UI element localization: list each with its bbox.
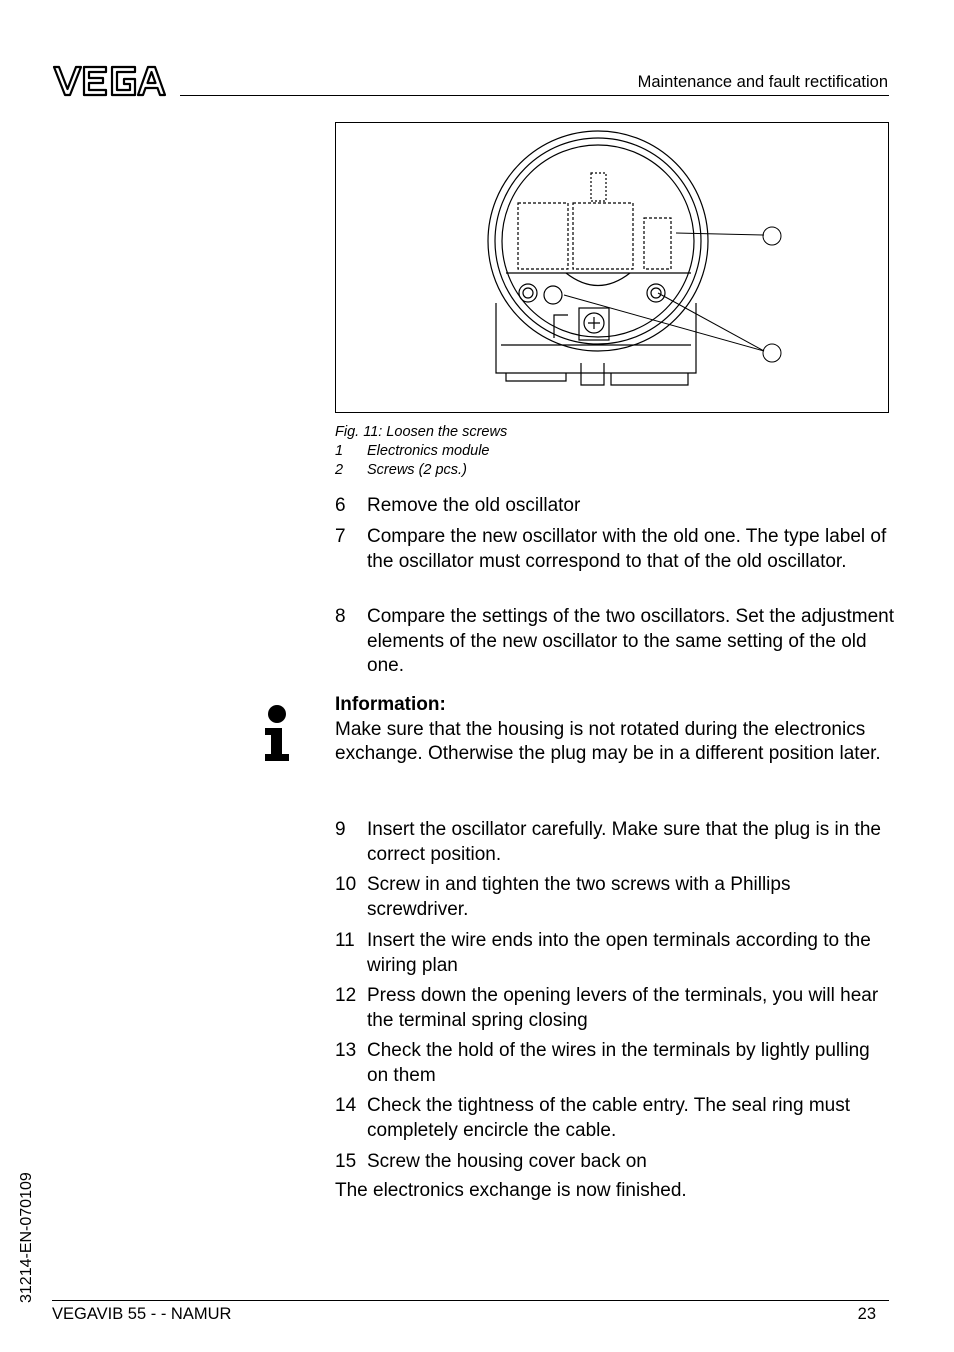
step-item [335, 1094, 895, 1143]
step-text: Check the tightness of the cable entry. The seal ring must completely encircle the cable. [367, 1095, 850, 1141]
step-text: Insert the wire ends into the open terminals according to the wiring plan [367, 930, 871, 976]
footer-product: VEGAVIB 55 - - NAMUR [52, 1305, 232, 1323]
step-item [335, 873, 895, 922]
step-number: 12 [335, 985, 357, 1006]
step-number: 10 [335, 874, 357, 895]
header-rule [180, 95, 889, 96]
legend-label: Electronics module [367, 443, 490, 459]
step-item [335, 1150, 895, 1175]
step-text: Check the hold of the wires in the terminals by lightly pulling on them [367, 1040, 870, 1086]
figure-caption: Fig. 11: Loosen the screws [335, 424, 508, 440]
legend-label: Screws (2 pcs.) [367, 462, 467, 478]
information-note [335, 693, 895, 767]
step-item [335, 494, 895, 519]
step-number: 9 [335, 819, 346, 840]
legend-number: 2 [335, 462, 344, 478]
step-text: Compare the new oscillator with the old one. The type label of the oscillator must correspond to that of the old oscillator. [367, 526, 887, 572]
step-number: 7 [335, 526, 346, 547]
step-text: Press down the opening levers of the terminals, you will hear the terminal spring closing [367, 985, 879, 1031]
step-item [335, 1039, 895, 1088]
vega-logo [52, 64, 168, 98]
document-code: 31214-EN-070109 [18, 1172, 35, 1303]
step-number: 14 [335, 1095, 357, 1116]
step-text: Compare the settings of the two oscillators. Set the adjustment elements of the new oscillator to the same setting of the old one. [367, 606, 894, 676]
section-title: Maintenance and fault rectification [637, 73, 888, 91]
legend-number: 1 [335, 443, 344, 459]
info-icon [262, 704, 292, 762]
footer-rule [52, 1300, 889, 1301]
housing-illustration [336, 123, 888, 412]
step-text: Screw the housing cover back on [367, 1151, 647, 1172]
step-item [335, 605, 895, 679]
step-item [335, 984, 895, 1033]
step-number: 15 [335, 1151, 357, 1172]
closing-text: The electronics exchange is now finished. [335, 1180, 687, 1201]
information-title: Information: [335, 694, 446, 715]
step-text: Screw in and tighten the two screws with a Phillips screwdriver. [367, 874, 791, 920]
step-number: 8 [335, 606, 346, 627]
legend-item [335, 462, 467, 478]
step-text: Remove the old oscillator [367, 495, 581, 516]
figure-housing-drawing [335, 122, 889, 413]
step-number: 11 [335, 930, 355, 951]
step-item [335, 525, 895, 574]
step-item [335, 818, 895, 867]
step-number: 13 [335, 1040, 357, 1061]
step-item [335, 929, 895, 978]
step-text: Insert the oscillator carefully. Make sure that the plug is in the correct position. [367, 819, 881, 865]
information-text: Make sure that the housing is not rotated during the electronics exchange. Otherwise the plug may be in a different position later. [335, 718, 881, 764]
page-number: 23 [857, 1305, 876, 1323]
legend-item [335, 443, 490, 459]
step-number: 6 [335, 495, 346, 516]
